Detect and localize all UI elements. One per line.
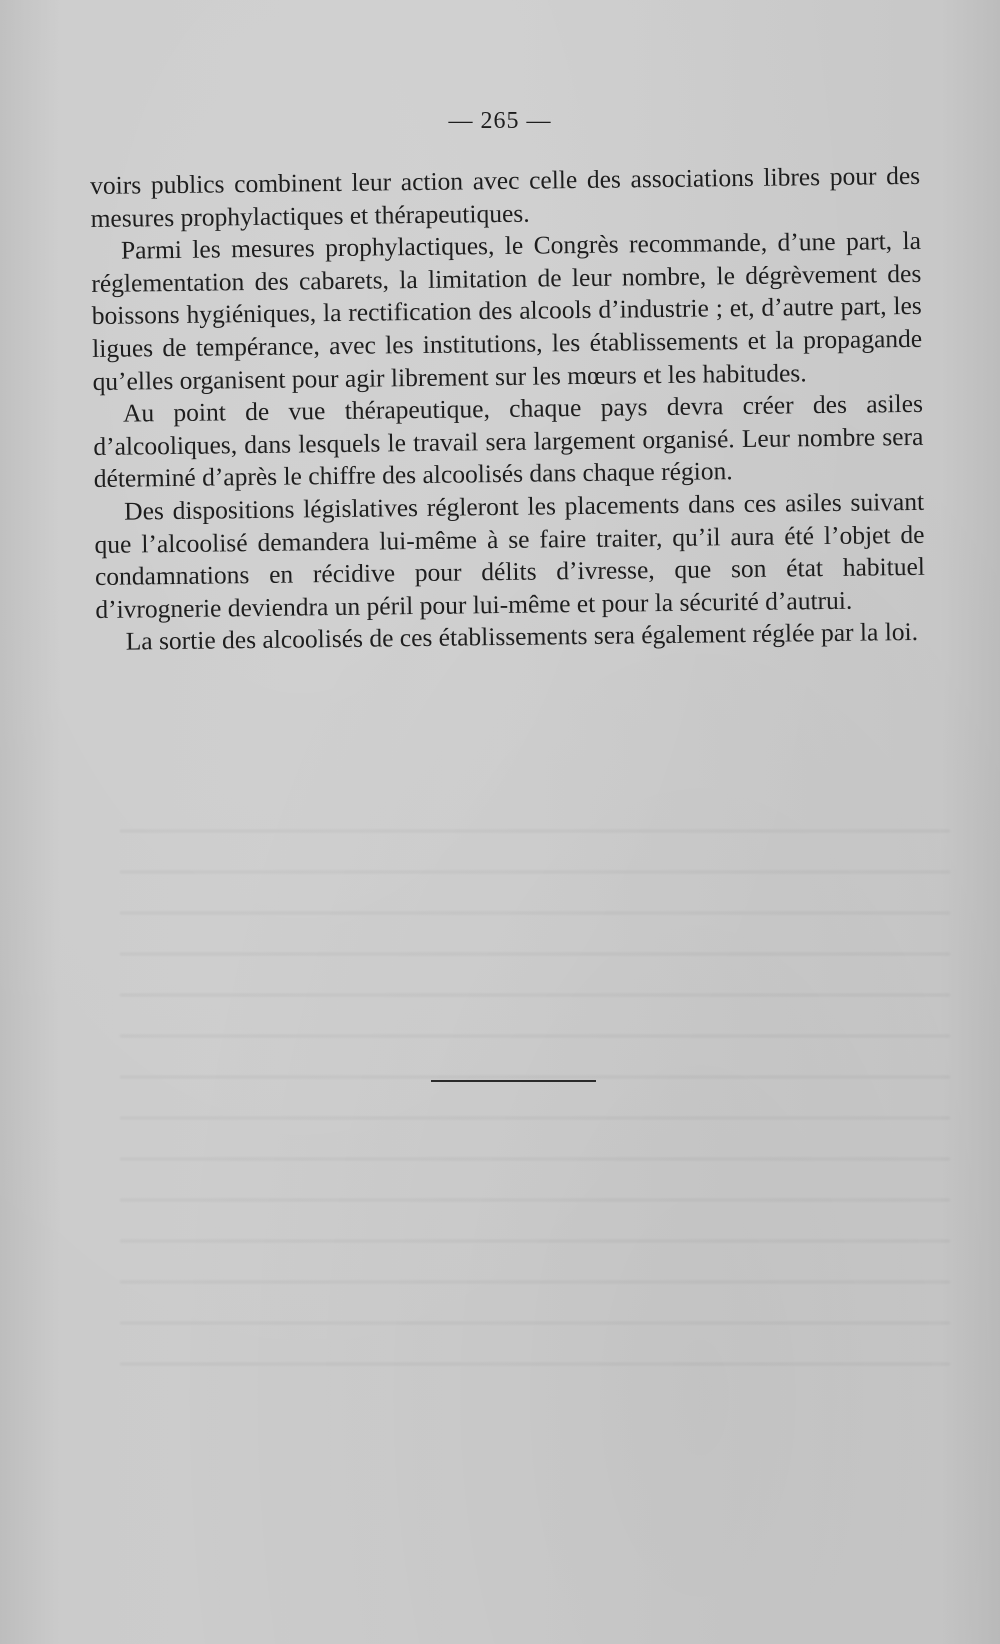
paragraph-release: La sortie des alcoolisés de ces établissements sera également réglée par la loi.: [125, 617, 919, 656]
paragraph-therapeutic-asylums: Au point de vue thérapeutique, chaque pays devra créer des asiles d’alcooliques, dans lesquels le travail sera largement organisé. Leur nombre sera déterminé d’après le chiffre des alcoolisés dans chaque région.: [93, 388, 924, 494]
page-number: — 265 —: [448, 108, 552, 134]
paragraph-legislative-placements: Des dispositions législatives régleront les placements dans ces asiles suivant que l’alcoolisé demandera lui-même à se faire traiter, qu’il aura été l’objet de condamnations en récidive pour délits d’ivresse, que son état habituel d’ivrognerie deviendra un péril pour lui-même et pour la sécurité d’autrui.: [94, 486, 926, 624]
show-through-texture: [120, 830, 950, 1390]
section-divider: [431, 1080, 596, 1082]
paragraph-prophylactic-measures: Parmi les mesures prophylactiques, le Congrès recommande, d’une part, la réglementation des cabarets, la limitation de leur nombre, le dégrèvement des boissons hygiéniques, la rectification des alcools d’industrie ; et, d’autre part, les ligues de tempérance, avec les institutions, les établissements et la propagande qu’elles organisent pour agir librement sur les mœurs et les habitudes.: [91, 226, 923, 396]
body-text: [90, 160, 926, 659]
paragraph-continuation: voirs publics combinent leur action avec celle des associations libres pour des mesures prophylactiques et thérapeutiques.: [90, 160, 921, 233]
